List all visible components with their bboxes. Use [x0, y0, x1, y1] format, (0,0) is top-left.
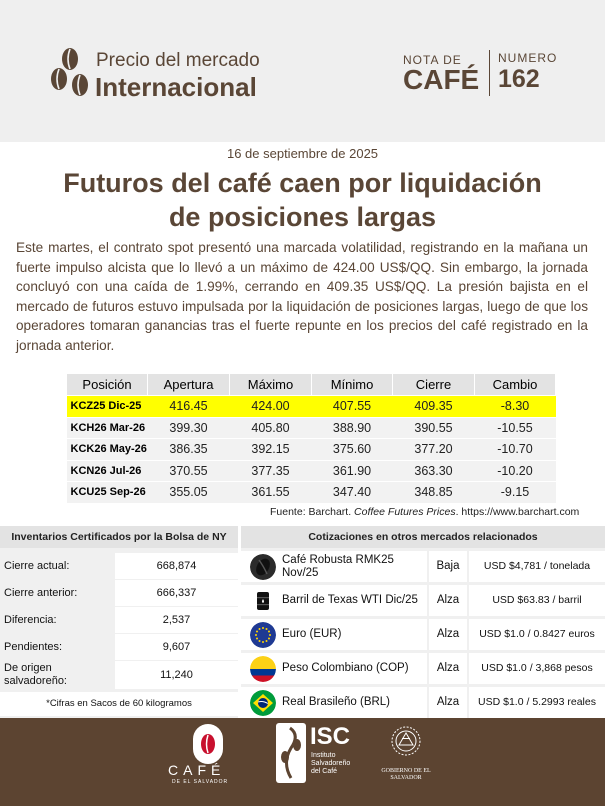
- quote-name: Café Robusta RMK25 Nov/25: [282, 553, 394, 579]
- cell-position: KCU25 Sep-26: [67, 482, 148, 504]
- table-row: [67, 439, 556, 461]
- quote-name: Euro (EUR): [282, 628, 342, 640]
- quote-direction: Alza: [429, 687, 467, 718]
- cell-close: 390.55: [393, 417, 475, 439]
- inventory-row: [0, 634, 238, 660]
- quote-value: USD $4,781 / tonelada: [469, 551, 605, 582]
- isc-logo-icon: [276, 723, 306, 783]
- cell-change: -10.20: [475, 460, 556, 482]
- table-row: [67, 396, 556, 418]
- inventory-label: Pendientes:: [0, 634, 112, 660]
- article-headline: [0, 166, 605, 234]
- inventory-title: Inventarios Certificados por la Bolsa de NY: [0, 526, 238, 548]
- cell-max: 405.80: [230, 417, 312, 439]
- cell-open: 399.30: [148, 417, 230, 439]
- cell-open: 416.45: [148, 396, 230, 418]
- quote-value: USD $1.0 / 0.8427 euros: [469, 619, 605, 650]
- inventory-label: Cierre anterior:: [0, 580, 112, 606]
- article-body: Este martes, el contrato spot presentó una marcada volatilidad, registrando en la mañana un fuerte impulso alcista que lo llevó a un máximo de 424.00 US$/QQ. Sin embargo, la jornada concluyó con una caída de 1.99%, cerrando en 409.35 US$/QQ. La presión bajista en el mercado de futuros estuvo impulsada por la liquidación de posiciones largas, luego de que los operadores tomaran ganancias tras el fuerte repunte en los precios del café registrado en la jornada anterior.: [16, 240, 588, 353]
- cell-open: 355.05: [148, 482, 230, 504]
- cell-position: KCZ25 Dic-25: [67, 396, 148, 418]
- cell-min: 407.55: [312, 396, 393, 418]
- source-suffix: . https://www.barchart.com: [455, 506, 580, 518]
- quote-row: [241, 619, 605, 651]
- quote-direction: Alza: [429, 619, 467, 650]
- quote-value: USD $1.0 / 3,868 pesos: [469, 653, 605, 684]
- eu-flag-icon: [250, 622, 276, 648]
- cell-max: 377.35: [230, 460, 312, 482]
- brand-line2: Internacional: [95, 72, 257, 102]
- cell-min: 388.90: [312, 417, 393, 439]
- quote-name: Barril de Texas WTI Dic/25: [282, 594, 418, 606]
- quote-name: Peso Colombiano (COP): [282, 662, 409, 674]
- government-seal-icon: [390, 724, 422, 764]
- cell-open: 386.35: [148, 439, 230, 461]
- footer-gob-text: GOBIERNO DE EL SALVADOR: [381, 768, 431, 781]
- footer-band: [0, 718, 605, 806]
- quote-direction: Alza: [429, 653, 467, 684]
- table-row: [67, 482, 556, 504]
- inventory-label: Diferencia:: [0, 607, 112, 633]
- inventory-note: *Cifras en Sacos de 60 kilogramos: [0, 692, 238, 716]
- quote-value: USD $1.0 / 5.2993 reales: [469, 687, 605, 718]
- quote-value: USD $63.83 / barril: [469, 585, 605, 616]
- cell-max: 392.15: [230, 439, 312, 461]
- cell-position: KCH26 Mar-26: [67, 417, 148, 439]
- cell-change: -8.30: [475, 396, 556, 418]
- oil-barrel-icon: [250, 588, 276, 614]
- cell-change: -9.15: [475, 482, 556, 504]
- brazil-flag-icon: [250, 690, 276, 716]
- source-prefix: Fuente: Barchart.: [270, 506, 355, 518]
- quote-direction: Alza: [429, 585, 467, 616]
- inventory-label: Cierre actual:: [0, 553, 112, 579]
- headline-line1: Futuros del café caen por liquidación: [63, 168, 542, 198]
- inventory-value: 666,337: [115, 580, 238, 606]
- footer-cafe-text: CAFÉ: [168, 762, 226, 778]
- quote-row: [241, 687, 605, 719]
- col-header-min: Mínimo: [312, 374, 393, 396]
- source-italic: Coffee Futures Prices: [354, 506, 456, 518]
- cell-change: -10.55: [475, 417, 556, 439]
- inventory-value: 668,874: [115, 553, 238, 579]
- table-row: [67, 417, 556, 439]
- cell-change: -10.70: [475, 439, 556, 461]
- col-header-position: Posición: [67, 374, 148, 396]
- header-divider: [489, 50, 490, 96]
- table-row: [67, 460, 556, 482]
- quote-row: [241, 585, 605, 617]
- cafe-de-el-salvador-logo-icon: [193, 724, 223, 764]
- footer-isc-sub: Instituto Salvadoreño del Café: [311, 752, 351, 775]
- cell-open: 370.55: [148, 460, 230, 482]
- numero-label: NUMERO: [498, 51, 558, 65]
- cell-close: 409.35: [393, 396, 475, 418]
- numero-value: 162: [498, 65, 540, 93]
- col-header-open: Apertura: [148, 374, 230, 396]
- quote-name: Real Brasileño (BRL): [282, 696, 391, 708]
- cell-min: 375.60: [312, 439, 393, 461]
- inventory-row: [0, 580, 238, 606]
- futures-table: [66, 373, 556, 504]
- cell-position: KCN26 Jul-26: [67, 460, 148, 482]
- cell-max: 424.00: [230, 396, 312, 418]
- cell-close: 348.85: [393, 482, 475, 504]
- cell-min: 361.90: [312, 460, 393, 482]
- col-header-close: Cierre: [393, 374, 475, 396]
- table-source: [270, 506, 579, 518]
- inventory-value: 11,240: [115, 661, 238, 689]
- quotes-title: Cotizaciones en otros mercados relacionados: [241, 526, 605, 548]
- quote-direction: Baja: [429, 551, 467, 582]
- inventory-value: 2,537: [115, 607, 238, 633]
- coffee-bean-logo-icon: [48, 46, 92, 100]
- table-header-row: [67, 374, 556, 396]
- cell-max: 361.55: [230, 482, 312, 504]
- quote-row: [241, 551, 605, 583]
- inventory-row: [0, 607, 238, 633]
- cell-close: 363.30: [393, 460, 475, 482]
- col-header-change: Cambio: [475, 374, 556, 396]
- inventory-label: De origen salvadoreño:: [0, 661, 112, 689]
- cell-close: 377.20: [393, 439, 475, 461]
- colombia-flag-icon: [250, 656, 276, 682]
- inventory-value: 9,607: [115, 634, 238, 660]
- article-date: 16 de septiembre de 2025: [226, 146, 379, 161]
- inventory-row: [0, 661, 238, 689]
- headline-line2: de posiciones largas: [168, 202, 437, 232]
- footer-isc-text: ISC: [310, 723, 351, 750]
- brand-line1: Precio del mercado: [96, 50, 260, 71]
- nota-label: NOTA DE: [403, 53, 462, 67]
- inventory-row: [0, 553, 238, 579]
- header-band: [0, 0, 605, 142]
- quote-row: [241, 653, 605, 685]
- col-header-max: Máximo: [230, 374, 312, 396]
- footer-cafe-sub: DE EL SALVADOR: [172, 779, 229, 785]
- cell-min: 347.40: [312, 482, 393, 504]
- cell-position: KCK26 May-26: [67, 439, 148, 461]
- nota-title: CAFÉ: [403, 64, 480, 95]
- coffee-bean-icon: [250, 554, 276, 580]
